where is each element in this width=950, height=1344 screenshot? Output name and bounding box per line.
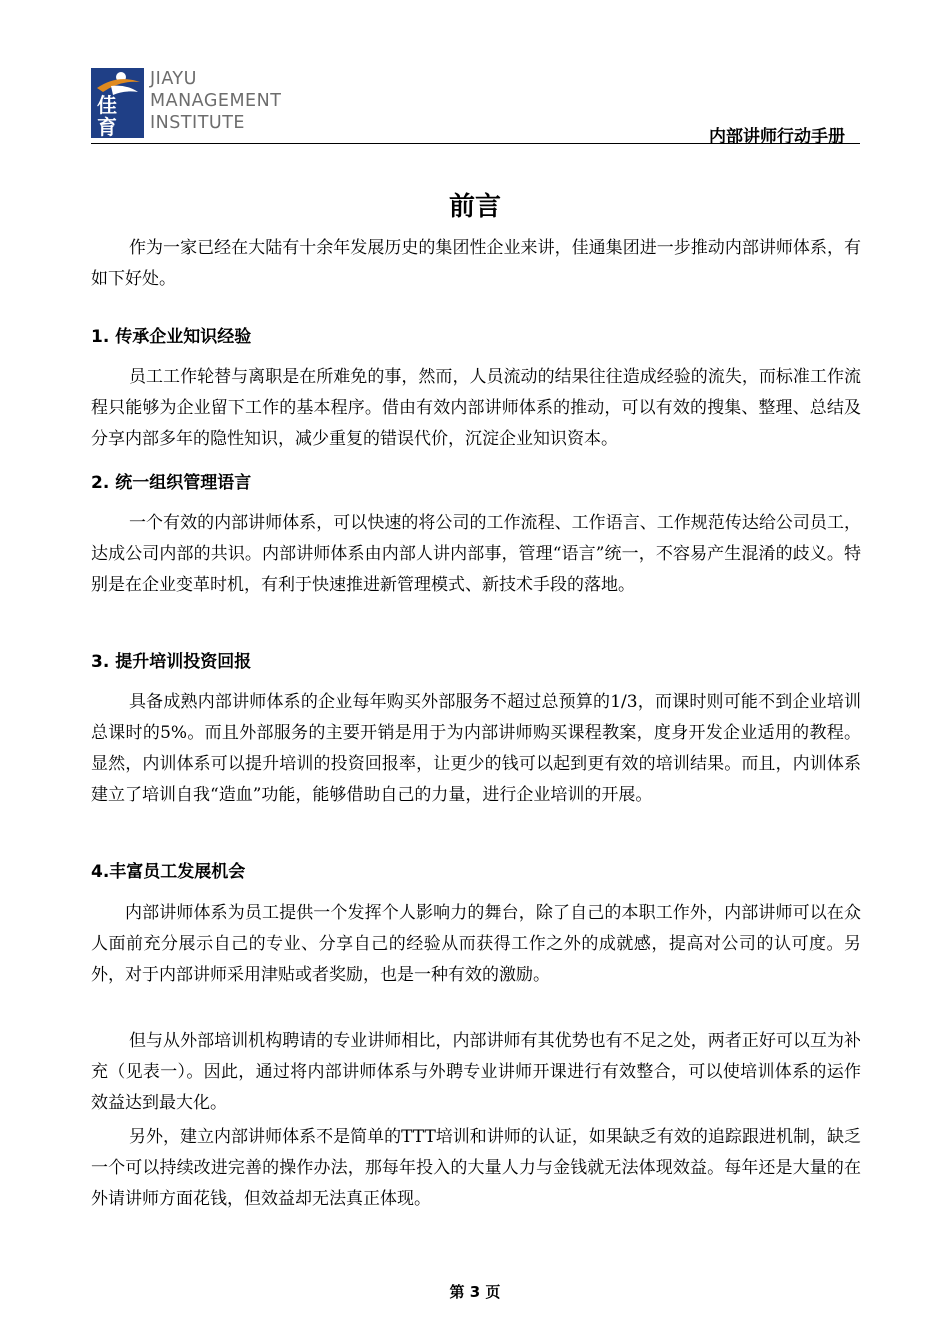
section-heading-3: 3. 提升培训投资回报 (91, 652, 252, 672)
section-body-3: 具备成熟内部讲师体系的企业每年购买外部服务不超过总预算的1/3，而课时则可能不到企业培训总课时的5%。而且外部服务的主要开销是用于为内部讲师购买课程教案，度身开发企业适用的教程。显然，内训体系可以提升培训的投资回报率，让更少的钱可以起到更有效的培训结果。而且，内训体系建立了培训自我“造血”功能，能够借助自己的力量，进行企业培训的开展。 (91, 692, 861, 805)
closing-paragraph-1: 但与从外部培训机构聘请的专业讲师相比，内部讲师有其优势也有不足之处，两者正好可以互为补充（见表一）。因此，通过将内部讲师体系与外聘专业讲师开课进行有效整合，可以使培训体系的运作效益达到最大化。 (91, 1031, 861, 1113)
page-number: 第 3 页 (449, 1283, 501, 1301)
header-divider (91, 143, 860, 144)
intro-paragraph: 作为一家已经在大陆有十余年发展历史的集团性企业来讲，佳通集团进一步推动内部讲师体系，有如下好处。 (91, 238, 861, 289)
logo-line-2: MANAGEMENT (150, 91, 282, 111)
logo-line-3: INSTITUTE (150, 113, 245, 133)
logo-mark-icon (91, 68, 144, 138)
section-body-1: 员工工作轮替与离职是在所难免的事，然而，人员流动的结果往往造成经验的流失，而标准工作流程只能够为企业留下工作的基本程序。借由有效内部讲师体系的推动，可以有效的搜集、整理、总结及分享内部多年的隐性知识，减少重复的错误代价，沉淀企业知识资本。 (91, 367, 861, 449)
logo-line-1: JIAYU (150, 69, 197, 89)
svg-text:佳: 佳 (97, 93, 117, 117)
section-heading-2: 2. 统一组织管理语言 (91, 473, 252, 493)
svg-text:育: 育 (97, 115, 117, 138)
section-heading-1: 1. 传承企业知识经验 (91, 327, 252, 347)
section-body-2: 一个有效的内部讲师体系，可以快速的将公司的工作流程、工作语言、工作规范传达给公司员工，达成公司内部的共识。内部讲师体系由内部人讲内部事，管理“语言”统一，不容易产生混淆的歧义。特别是在企业变革时机，有利于快速推进新管理模式、新技术手段的落地。 (91, 513, 861, 595)
closing-paragraph-2: 另外，建立内部讲师体系不是简单的TTT培训和讲师的认证，如果缺乏有效的追踪跟进机制，缺乏一个可以持续改进完善的操作办法，那每年投入的大量人力与金钱就无法体现效益。每年还是大量的在外请讲师方面花钱，但效益却无法真正体现。 (91, 1127, 861, 1209)
document-title: 内部讲师行动手册 (709, 127, 845, 147)
section-body-4: 内部讲师体系为员工提供一个发挥个人影响力的舞台，除了自己的本职工作外，内部讲师可以在众人面前充分展示自己的专业、分享自己的经验从而获得工作之外的成就感，提高对公司的认可度。另外，对于内部讲师采用津贴或者奖励，也是一种有效的激励。 (91, 903, 861, 985)
section-heading-4: 4.丰富员工发展机会 (91, 862, 246, 882)
jiayu-logo (91, 68, 291, 140)
page-header (91, 66, 860, 146)
logo-wordmark (150, 68, 310, 134)
page-title: 前言 (448, 192, 501, 222)
